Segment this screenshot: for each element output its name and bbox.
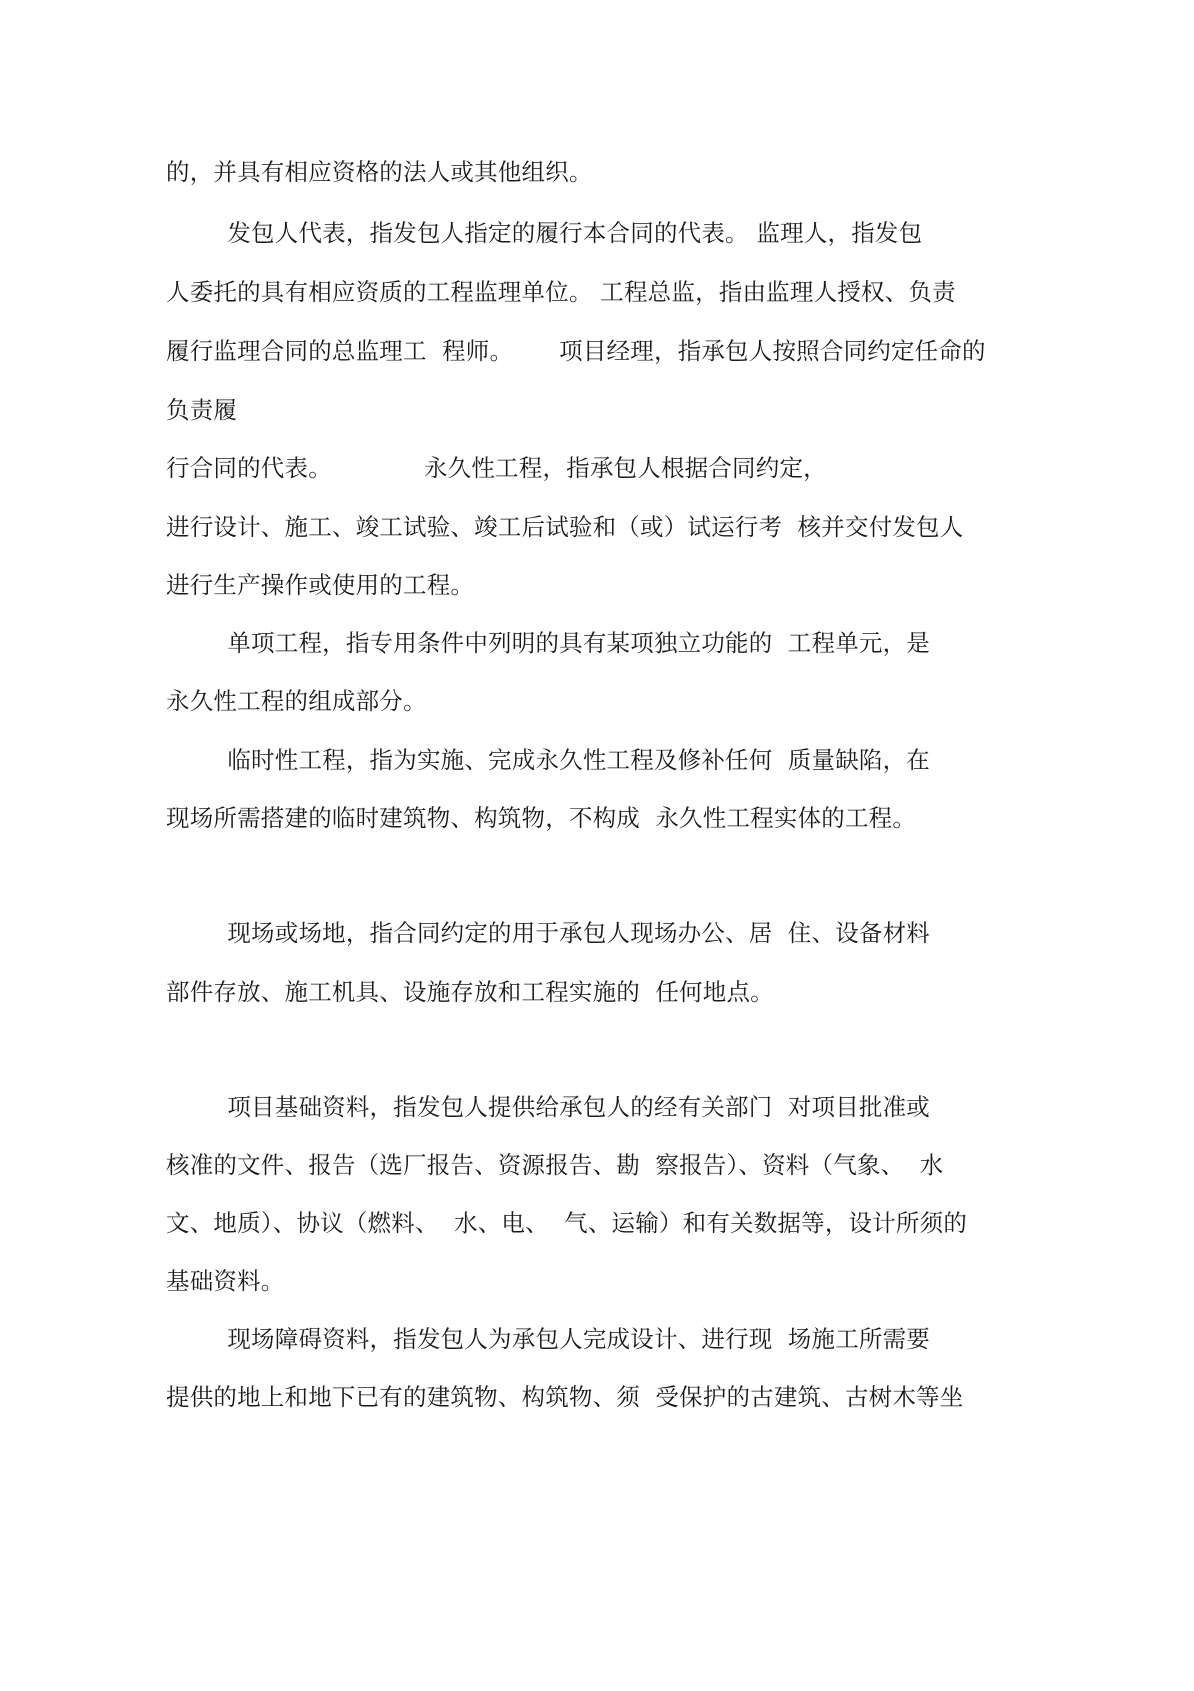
text-line: 现场或场地，指合同约定的用于承包人现场办公、居 住、设备材料 — [166, 919, 930, 947]
text-line: 核准的文件、报告（选厂报告、资源报告、勘 察报告）、资料（气象、 水 — [166, 1151, 944, 1179]
text-line: 临时性工程，指为实施、完成永久性工程及修补任何 质量缺陷，在 — [166, 746, 930, 774]
text-line: 单项工程，指专用条件中列明的具有某项独立功能的 工程单元，是 — [166, 629, 930, 657]
text-line: 负责履 — [166, 396, 238, 424]
text-line: 的，并具有相应资格的法人或其他组织。 — [166, 158, 593, 186]
text-line: 进行生产操作或使用的工程。 — [166, 571, 475, 599]
text-line: 文、地质）、协议（燃料、 水、电、 气、运输）和有关数据等，设计所须的 — [166, 1209, 968, 1237]
text-line: 行合同的代表。 永久性工程，指承包人根据合同约定， — [166, 454, 827, 482]
text-line: 项目基础资料，指发包人提供给承包人的经有关部门 对项目批准或 — [166, 1093, 930, 1121]
text-line: 履行监理合同的总监理工 程师。 项目经理，指承包人按照合同约定任命的 — [166, 337, 986, 365]
text-line: 部件存放、施工机具、设施存放和工程实施的 任何地点。 — [166, 978, 774, 1006]
text-line: 现场障碍资料，指发包人为承包人完成设计、进行现 场施工所需要 — [166, 1325, 930, 1353]
text-line: 现场所需搭建的临时建筑物、构筑物，不构成 永久性工程实体的工程。 — [166, 804, 917, 832]
text-line: 发包人代表，指发包人指定的履行本合同的代表。 监理人，指发包 — [166, 219, 923, 247]
text-line: 基础资料。 — [166, 1267, 285, 1295]
text-line: 进行设计、施工、竣工试验、竣工后试验和（或）试运行考 核并交付发包人 — [166, 513, 964, 541]
text-line: 人委托的具有相应资质的工程监理单位。 工程总监，指由监理人授权、负责 — [166, 278, 956, 306]
text-line: 提供的地上和地下已有的建筑物、构筑物、须 受保护的古建筑、古树木等坐 — [166, 1383, 964, 1411]
text-line: 永久性工程的组成部分。 — [166, 687, 427, 715]
